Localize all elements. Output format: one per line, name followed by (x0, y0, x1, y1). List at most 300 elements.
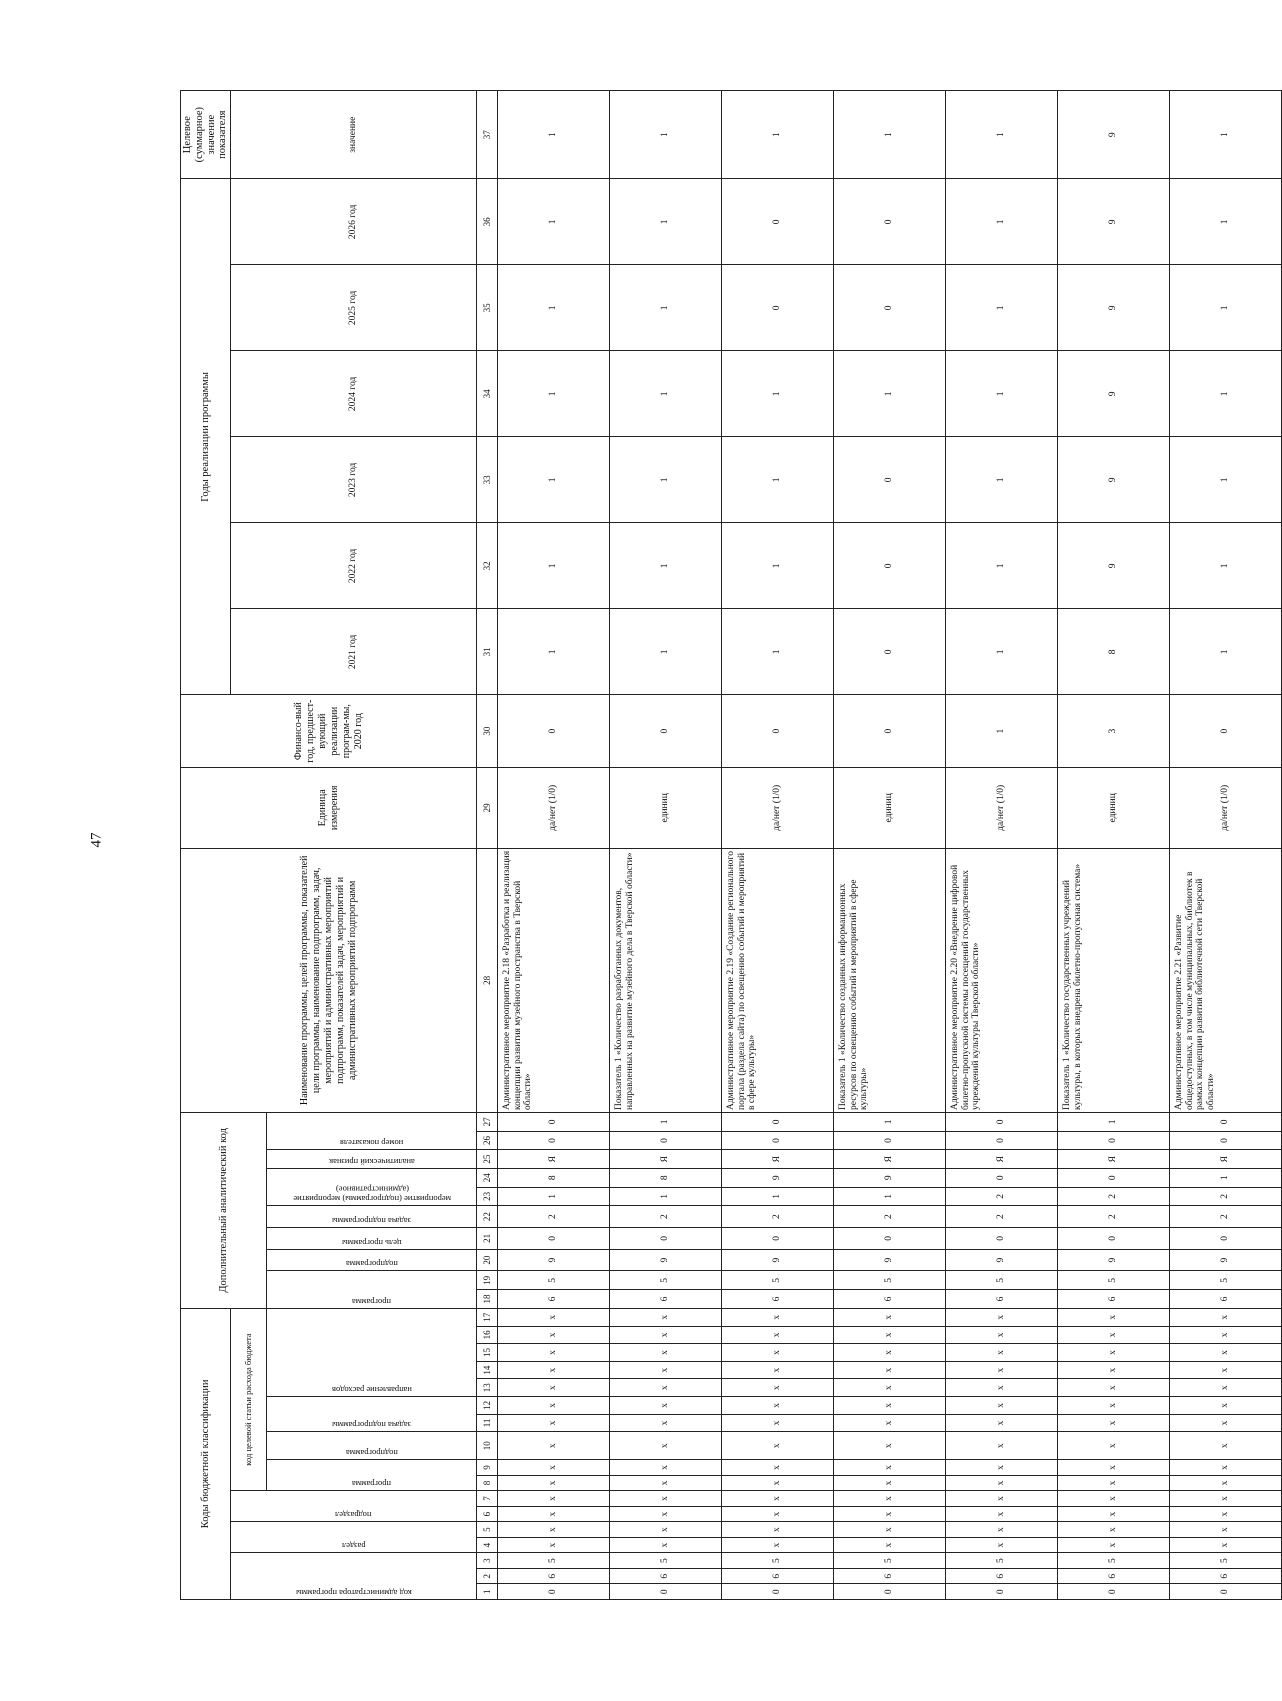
additional-code-cell: 5 (610, 1271, 722, 1290)
code-cell: х (498, 1414, 610, 1432)
year-value-cell: 1 (498, 351, 610, 437)
code-cell: х (498, 1491, 610, 1507)
column-number: 11 (477, 1414, 498, 1432)
year-value-cell: 1 (946, 437, 1058, 523)
target-article-header: код целевой статьи расхода бюджета (231, 1308, 267, 1491)
column-number: 27 (477, 1112, 498, 1131)
code-cell: х (610, 1326, 722, 1344)
code-cell: х (1170, 1414, 1282, 1432)
fin-year-cell: 0 (834, 695, 946, 768)
rotated-sheet (180, 90, 1270, 1600)
name-column-header: Наименование программы, целей программы, показателей цели программы, наименование подпрограмм, задач, мероприятий и административных мероприятий подпрограмм, показателей задач, мероприятий и административных мероприятий подпрограмм (181, 848, 477, 1112)
column-number: 2 (477, 1568, 498, 1584)
additional-code-cell: 0 (498, 1131, 610, 1150)
column-number: 34 (477, 351, 498, 437)
code-cell: 0 (610, 1584, 722, 1600)
code-cell: х (1170, 1537, 1282, 1553)
additional-code-cell: 1 (834, 1187, 946, 1206)
additional-code-cell: 9 (722, 1249, 834, 1271)
code-cell: 5 (1170, 1553, 1282, 1569)
year-value-cell: 0 (834, 179, 946, 265)
year-value-cell: 9 (1058, 523, 1170, 609)
row-name-cell: Административное мероприятие 2.18 «Разработка и реализация концепции развития музейного пространства в Тверской области» (498, 848, 610, 1112)
year-value-cell: 9 (1058, 179, 1170, 265)
year-value-cell: 1 (610, 437, 722, 523)
code-cell: х (722, 1432, 834, 1460)
year-value-cell: 1 (1170, 437, 1282, 523)
code-cell: х (722, 1344, 834, 1362)
year-value-cell: 1 (610, 351, 722, 437)
additional-code-cell: 0 (1058, 1131, 1170, 1150)
unit-cell: да/нет (1/0) (498, 767, 610, 848)
column-number: 28 (477, 848, 498, 1112)
year-2024-header: 2024 год (231, 351, 477, 437)
code-cell: 5 (834, 1553, 946, 1569)
code-cell: 0 (498, 1584, 610, 1600)
additional-code-cell: 0 (610, 1131, 722, 1150)
additional-code-cell: 1 (1058, 1112, 1170, 1131)
code-cell: х (834, 1460, 946, 1476)
row-name-cell: Показатель 1 «Количество созданных информационных ресурсов по освещению событий и мероприятий в сфере культуры» (834, 848, 946, 1112)
code-cell: х (722, 1326, 834, 1344)
code-cell: х (610, 1432, 722, 1460)
column-number: 14 (477, 1361, 498, 1379)
column-number: 22 (477, 1206, 498, 1228)
additional-code-cell: 6 (610, 1290, 722, 1309)
column-number: 5 (477, 1522, 498, 1538)
year-2025-header: 2025 год (231, 265, 477, 351)
code-cell: 6 (1058, 1568, 1170, 1584)
additional-code-cell: 9 (610, 1249, 722, 1271)
code-cell: х (946, 1506, 1058, 1522)
year-value-cell: 1 (1170, 523, 1282, 609)
additional-code-cell: 2 (946, 1187, 1058, 1206)
additional-code-cell: 0 (722, 1112, 834, 1131)
code-cell: х (1170, 1397, 1282, 1415)
code-cell: х (1170, 1308, 1282, 1326)
year-2021-header: 2021 год (231, 609, 477, 695)
additional-code-cell: 6 (498, 1290, 610, 1309)
code-cell: х (498, 1379, 610, 1397)
code-cell: х (1058, 1414, 1170, 1432)
unit-cell: да/нет (1/0) (946, 767, 1058, 848)
column-number: 8 (477, 1475, 498, 1491)
podrazdel-header: подраздел (231, 1491, 477, 1522)
additional-code-cell: 2 (498, 1206, 610, 1228)
additional-code-cell: 2 (722, 1206, 834, 1228)
additional-code-cell: 1 (722, 1187, 834, 1206)
table-row (834, 91, 946, 1600)
zadacha-header: задача подпрограммы (267, 1397, 477, 1432)
additional-code-cell: 5 (722, 1271, 834, 1290)
column-number: 18 (477, 1290, 498, 1309)
additional-code-cell: 9 (946, 1249, 1058, 1271)
unit-column-header: Единица измерения (181, 767, 477, 848)
year-value-cell: 9 (1058, 437, 1170, 523)
year-value-cell: 1 (498, 437, 610, 523)
code-cell: 0 (1058, 1584, 1170, 1600)
additional-code-cell: 9 (834, 1249, 946, 1271)
page-number: 47 (88, 832, 105, 848)
code-cell: х (498, 1344, 610, 1362)
year-value-cell: 1 (498, 179, 610, 265)
additional-code-cell: 0 (722, 1131, 834, 1150)
code-cell: х (834, 1475, 946, 1491)
code-cell: 5 (946, 1553, 1058, 1569)
code-cell: х (1058, 1326, 1170, 1344)
column-number: 13 (477, 1379, 498, 1397)
a-nomer-header: номер показателя (267, 1112, 477, 1149)
column-number: 10 (477, 1432, 498, 1460)
year-value-cell: 1 (946, 609, 1058, 695)
column-number: 23 (477, 1187, 498, 1206)
code-cell: х (1170, 1491, 1282, 1507)
additional-code-cell: 6 (1170, 1290, 1282, 1309)
code-cell: 5 (610, 1553, 722, 1569)
unit-cell: единиц (834, 767, 946, 848)
additional-code-cell: 6 (1058, 1290, 1170, 1309)
code-cell: х (834, 1522, 946, 1538)
code-cell: х (610, 1379, 722, 1397)
additional-code-cell: 9 (722, 1168, 834, 1187)
code-cell: 5 (722, 1553, 834, 1569)
code-cell: 6 (722, 1568, 834, 1584)
napravlenie-header: направление расходов (267, 1308, 477, 1396)
table-row (946, 91, 1058, 1600)
year-value-cell: 1 (610, 523, 722, 609)
codes-group-header: Коды бюджетной классификации (181, 1308, 231, 1599)
years-group-header: Годы реализации программы (181, 179, 231, 695)
code-cell: 6 (946, 1568, 1058, 1584)
additional-code-cell: Я (834, 1150, 946, 1169)
code-cell: 0 (1170, 1584, 1282, 1600)
column-number: 37 (477, 91, 498, 179)
target-value-cell: 1 (1170, 91, 1282, 179)
code-cell: х (722, 1537, 834, 1553)
fin-year-column-header: Финансо-вый год, предшест-вующий реализации програм-мы, 2020 год (181, 695, 477, 768)
code-cell: х (834, 1537, 946, 1553)
target-group-header: Целевое (суммарное) значение показателя (181, 91, 231, 179)
year-value-cell: 1 (946, 179, 1058, 265)
code-cell: х (946, 1414, 1058, 1432)
code-cell: х (722, 1397, 834, 1415)
target-value-header: значение (231, 91, 477, 179)
code-cell: х (1170, 1475, 1282, 1491)
column-number: 16 (477, 1326, 498, 1344)
year-2026-header: 2026 год (231, 179, 477, 265)
code-cell: х (1170, 1379, 1282, 1397)
year-value-cell: 1 (1170, 609, 1282, 695)
year-value-cell: 1 (722, 437, 834, 523)
additional-code-cell: Я (1170, 1150, 1282, 1169)
code-cell: х (946, 1344, 1058, 1362)
additional-code-cell: Я (722, 1150, 834, 1169)
additional-code-cell: 8 (498, 1168, 610, 1187)
additional-code-cell: 2 (1058, 1206, 1170, 1228)
target-value-cell: 1 (498, 91, 610, 179)
additional-code-cell: Я (1058, 1150, 1170, 1169)
column-number: 24 (477, 1168, 498, 1187)
column-number: 26 (477, 1131, 498, 1150)
code-cell: 6 (610, 1568, 722, 1584)
column-number: 6 (477, 1506, 498, 1522)
code-cell: х (1058, 1432, 1170, 1460)
row-name-cell: Показатель 1 «Количество разработанных документов, направленных на развитие музейного дела в Тверской области» (610, 848, 722, 1112)
fin-year-cell: 1 (946, 695, 1058, 768)
target-value-cell: 1 (722, 91, 834, 179)
additional-code-cell: 2 (1170, 1187, 1282, 1206)
additional-code-cell: 1 (1170, 1168, 1282, 1187)
code-cell: х (834, 1326, 946, 1344)
row-name-cell: Административное мероприятие 2.20 «Внедрение цифровой билетно-пропускной системы посещений государственных учреждений культуры Тверской области» (946, 848, 1058, 1112)
a-meropriyatie-header: мероприятие (подпрограммы) мероприятие (административное) (267, 1168, 477, 1205)
code-cell: х (722, 1491, 834, 1507)
column-number: 29 (477, 767, 498, 848)
column-number: 19 (477, 1271, 498, 1290)
additional-code-cell: 0 (610, 1227, 722, 1249)
additional-code-cell: Я (946, 1150, 1058, 1169)
additional-code-cell: 0 (834, 1227, 946, 1249)
additional-code-cell: 0 (1058, 1168, 1170, 1187)
additional-code-cell: 0 (498, 1112, 610, 1131)
additional-code-cell: 9 (1170, 1249, 1282, 1271)
year-value-cell: 0 (722, 265, 834, 351)
code-cell: х (946, 1522, 1058, 1538)
code-cell: х (498, 1397, 610, 1415)
target-value-cell: 1 (834, 91, 946, 179)
code-cell: х (834, 1308, 946, 1326)
additional-code-cell: 5 (498, 1271, 610, 1290)
column-number: 33 (477, 437, 498, 523)
additional-code-cell: 1 (610, 1187, 722, 1206)
additional-code-cell: 0 (1170, 1131, 1282, 1150)
code-cell: х (1170, 1326, 1282, 1344)
programma-header: программа (267, 1460, 477, 1491)
row-name-cell: Показатель 1 «Количество государственных учреждений культуры, в которых внедрена билетно-пропускная система» (1058, 848, 1170, 1112)
additional-code-cell: 6 (834, 1290, 946, 1309)
code-cell: х (1170, 1522, 1282, 1538)
code-cell: х (610, 1506, 722, 1522)
column-number-row (477, 91, 498, 1600)
additional-code-cell: 9 (834, 1168, 946, 1187)
code-cell: 6 (834, 1568, 946, 1584)
code-cell: х (1170, 1432, 1282, 1460)
code-cell: 0 (722, 1584, 834, 1600)
code-cell: х (1058, 1475, 1170, 1491)
code-cell: х (946, 1491, 1058, 1507)
code-cell: х (610, 1491, 722, 1507)
additional-code-cell: 1 (610, 1112, 722, 1131)
additional-code-cell: Я (498, 1150, 610, 1169)
code-cell: х (498, 1475, 610, 1491)
code-cell: х (610, 1522, 722, 1538)
a-analytic-header: аналитический признак (267, 1150, 477, 1169)
code-cell: х (498, 1460, 610, 1476)
code-cell: х (1058, 1379, 1170, 1397)
column-number: 15 (477, 1344, 498, 1362)
additional-code-cell: 0 (722, 1227, 834, 1249)
code-cell: х (1170, 1344, 1282, 1362)
code-cell: х (946, 1397, 1058, 1415)
year-value-cell: 1 (946, 351, 1058, 437)
a-podprogramma-header: подпрограмма (267, 1249, 477, 1271)
column-number: 20 (477, 1249, 498, 1271)
code-cell: х (1058, 1397, 1170, 1415)
row-name-cell: Административное мероприятие 2.21 «Развитие общедоступных, в том числе муниципальных, библиотек в рамках концепции развития библиотечной сети Тверской области» (1170, 848, 1282, 1112)
unit-cell: единиц (610, 767, 722, 848)
a-cel-header: цель программы (267, 1227, 477, 1249)
code-cell: х (834, 1506, 946, 1522)
year-value-cell: 1 (1170, 351, 1282, 437)
column-number: 25 (477, 1150, 498, 1169)
admin-code-header: код администратора программы (231, 1553, 477, 1600)
additional-code-cell: 1 (834, 1112, 946, 1131)
code-cell: х (946, 1361, 1058, 1379)
code-cell: х (610, 1460, 722, 1476)
year-value-cell: 1 (946, 265, 1058, 351)
a-zadacha-header: задача подпрограммы (267, 1206, 477, 1228)
code-cell: х (722, 1308, 834, 1326)
additional-code-cell: 8 (610, 1168, 722, 1187)
fin-year-cell: 3 (1058, 695, 1170, 768)
code-cell: х (722, 1506, 834, 1522)
additional-code-cell: 0 (946, 1168, 1058, 1187)
code-cell: х (722, 1522, 834, 1538)
code-cell: х (1058, 1491, 1170, 1507)
additional-code-cell: 9 (498, 1249, 610, 1271)
code-cell: х (834, 1491, 946, 1507)
additional-code-cell: 1 (498, 1187, 610, 1206)
year-value-cell: 0 (722, 179, 834, 265)
year-value-cell: 1 (1170, 179, 1282, 265)
code-cell: х (610, 1475, 722, 1491)
additional-code-cell: 0 (1170, 1112, 1282, 1131)
code-cell: х (834, 1414, 946, 1432)
code-cell: х (498, 1308, 610, 1326)
code-cell: х (1058, 1460, 1170, 1476)
table-row (610, 91, 722, 1600)
year-value-cell: 0 (834, 523, 946, 609)
year-value-cell: 1 (946, 523, 1058, 609)
code-cell: х (834, 1361, 946, 1379)
code-cell: х (498, 1326, 610, 1344)
code-cell: х (834, 1397, 946, 1415)
fin-year-cell: 0 (722, 695, 834, 768)
column-number: 1 (477, 1584, 498, 1600)
code-cell: х (1058, 1308, 1170, 1326)
code-cell: х (946, 1308, 1058, 1326)
year-value-cell: 0 (834, 265, 946, 351)
year-value-cell: 1 (498, 265, 610, 351)
code-cell: х (498, 1361, 610, 1379)
target-value-cell: 1 (610, 91, 722, 179)
year-2023-header: 2023 год (231, 437, 477, 523)
year-value-cell: 1 (722, 351, 834, 437)
code-cell: х (610, 1361, 722, 1379)
column-number: 7 (477, 1491, 498, 1507)
code-cell: х (1058, 1537, 1170, 1553)
additional-code-cell: 2 (834, 1206, 946, 1228)
code-cell: х (946, 1379, 1058, 1397)
program-indicators-table (180, 90, 1282, 1600)
table-row (1170, 91, 1282, 1600)
code-cell: х (946, 1475, 1058, 1491)
additional-code-cell: 0 (946, 1227, 1058, 1249)
year-value-cell: 1 (722, 609, 834, 695)
code-cell: х (610, 1414, 722, 1432)
additional-code-header: Дополнительный аналитический код (181, 1112, 267, 1308)
year-value-cell: 9 (1058, 351, 1170, 437)
additional-code-cell: 0 (946, 1112, 1058, 1131)
code-cell: х (1058, 1344, 1170, 1362)
code-cell: х (722, 1414, 834, 1432)
column-number: 17 (477, 1308, 498, 1326)
table-row (498, 91, 610, 1600)
additional-code-cell: 6 (722, 1290, 834, 1309)
code-cell: х (1170, 1361, 1282, 1379)
code-cell: 0 (946, 1584, 1058, 1600)
code-cell: х (946, 1326, 1058, 1344)
code-cell: х (1170, 1506, 1282, 1522)
additional-code-cell: 9 (1058, 1249, 1170, 1271)
code-cell: х (834, 1379, 946, 1397)
column-number: 12 (477, 1397, 498, 1415)
year-value-cell: 1 (722, 523, 834, 609)
code-cell: 5 (1058, 1553, 1170, 1569)
code-cell: 6 (1170, 1568, 1282, 1584)
code-cell: х (1058, 1506, 1170, 1522)
additional-code-cell: 5 (946, 1271, 1058, 1290)
code-cell: х (722, 1379, 834, 1397)
target-value-cell: 1 (946, 91, 1058, 179)
code-cell: х (722, 1475, 834, 1491)
column-number: 31 (477, 609, 498, 695)
code-cell: х (610, 1397, 722, 1415)
code-cell: х (498, 1537, 610, 1553)
year-2022-header: 2022 год (231, 523, 477, 609)
column-number: 9 (477, 1460, 498, 1476)
row-name-cell: Административное мероприятие 2.19 «Создание регионального портала (раздела сайта) по освещению событий и мероприятий в сфере культуры» (722, 848, 834, 1112)
additional-code-cell: 2 (610, 1206, 722, 1228)
year-value-cell: 1 (610, 179, 722, 265)
code-cell: х (498, 1522, 610, 1538)
code-cell: х (498, 1432, 610, 1460)
additional-code-cell: 2 (1058, 1187, 1170, 1206)
table-row (722, 91, 834, 1600)
year-value-cell: 0 (834, 609, 946, 695)
table-row (1058, 91, 1170, 1600)
year-value-cell: 1 (834, 351, 946, 437)
code-cell: х (946, 1432, 1058, 1460)
code-cell: х (610, 1537, 722, 1553)
year-value-cell: 1 (498, 523, 610, 609)
year-value-cell: 8 (1058, 609, 1170, 695)
additional-code-cell: 2 (946, 1206, 1058, 1228)
unit-cell: да/нет (1/0) (1170, 767, 1282, 848)
column-number: 32 (477, 523, 498, 609)
code-cell: х (946, 1537, 1058, 1553)
additional-code-cell: 5 (834, 1271, 946, 1290)
code-cell: х (834, 1344, 946, 1362)
podprogramma-header: подпрограмма (267, 1432, 477, 1460)
column-number: 21 (477, 1227, 498, 1249)
fin-year-cell: 0 (610, 695, 722, 768)
year-value-cell: 1 (498, 609, 610, 695)
unit-cell: единиц (1058, 767, 1170, 848)
additional-code-cell: 0 (1170, 1227, 1282, 1249)
year-value-cell: 1 (1170, 265, 1282, 351)
additional-code-cell: 5 (1058, 1271, 1170, 1290)
